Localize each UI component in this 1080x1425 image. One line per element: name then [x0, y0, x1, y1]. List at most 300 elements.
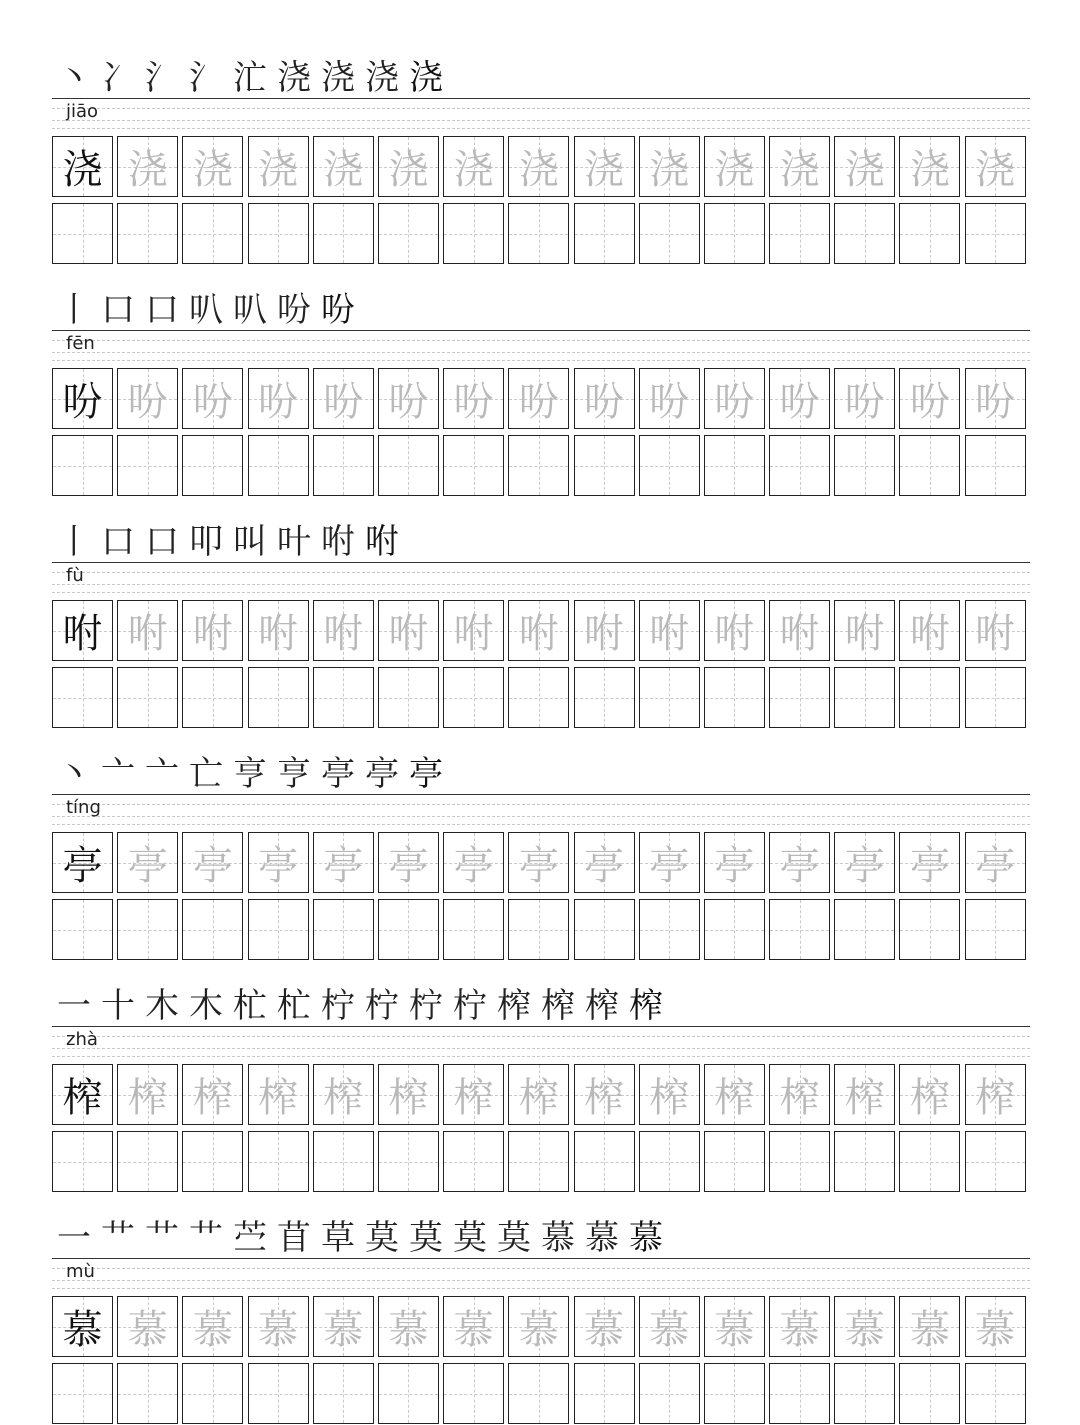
trace-character: 吩 — [975, 379, 1016, 425]
tracing-cell — [443, 832, 504, 893]
tracing-cell — [704, 1064, 765, 1125]
stroke-step: 亭 — [409, 754, 443, 794]
tracing-cell — [248, 368, 309, 429]
tracing-cell — [443, 600, 504, 661]
tracing-cell — [313, 136, 374, 197]
pinyin-top-rule — [52, 562, 1030, 563]
stroke-step: 柠 — [321, 986, 355, 1026]
blank-practice-cell[interactable] — [313, 667, 374, 728]
trace-character: 吩 — [909, 379, 950, 425]
blank-practice-cell[interactable] — [834, 667, 895, 728]
blank-practice-cell[interactable] — [378, 203, 439, 264]
blank-practice-cell[interactable] — [508, 899, 569, 960]
blank-practice-cell[interactable] — [52, 435, 113, 496]
trace-character: 榨 — [584, 1075, 624, 1121]
guide-line — [52, 1056, 1030, 1057]
tracing-cell — [508, 600, 569, 661]
blank-practice-cell[interactable] — [52, 667, 113, 728]
tracing-cell — [378, 136, 439, 197]
stroke-step: 杧 — [277, 986, 311, 1026]
tracing-cell — [443, 1064, 504, 1125]
tracing-cell — [182, 600, 243, 661]
blank-practice-cell[interactable] — [182, 435, 243, 496]
stroke-step: 艹 — [145, 1218, 179, 1258]
stroke-step: 叭 — [233, 290, 267, 330]
blank-practice-cell[interactable] — [313, 203, 374, 264]
blank-practice-cell[interactable] — [117, 1363, 178, 1424]
stroke-step: 苎 — [233, 1218, 267, 1258]
tracing-cell — [117, 600, 178, 661]
blank-practice-cell[interactable] — [639, 1131, 700, 1192]
stroke-step: 浇 — [277, 58, 311, 98]
stroke-step: 浇 — [409, 58, 443, 98]
trace-character: 榨 — [192, 1075, 233, 1121]
trace-character: 浇 — [388, 147, 429, 193]
trace-character: 亭 — [584, 843, 624, 889]
stroke-step: 榨 — [585, 986, 619, 1026]
stroke-step: 苜 — [277, 1218, 311, 1258]
blank-practice-cell[interactable] — [378, 1131, 439, 1192]
model-character: 咐 — [62, 611, 103, 657]
blank-practice-cell[interactable] — [704, 435, 765, 496]
trace-character: 吩 — [192, 379, 233, 425]
trace-character: 亭 — [909, 843, 950, 889]
blank-practice-cell[interactable] — [899, 899, 960, 960]
trace-character: 慕 — [323, 1307, 364, 1353]
blank-practice-cell[interactable] — [639, 1363, 700, 1424]
trace-character: 榨 — [714, 1075, 755, 1121]
pinyin-top-rule — [52, 330, 1030, 331]
blank-practice-cell[interactable] — [834, 899, 895, 960]
trace-character: 浇 — [975, 147, 1016, 193]
pinyin-label: tíng — [66, 797, 101, 818]
stroke-step: 汒 — [233, 58, 267, 98]
stroke-step: 艹 — [189, 1218, 223, 1258]
trace-character: 榨 — [649, 1075, 690, 1121]
stroke-step: 榨 — [497, 986, 531, 1026]
model-character: 慕 — [62, 1307, 103, 1353]
guide-line — [52, 352, 1030, 353]
blank-practice-cell[interactable] — [378, 435, 439, 496]
trace-character: 亭 — [323, 843, 364, 889]
guide-line — [52, 824, 1030, 825]
tracing-cell — [965, 1064, 1026, 1125]
stroke-step: 亠 — [101, 754, 135, 794]
tracing-cell — [639, 600, 700, 661]
trace-character: 浇 — [844, 147, 885, 193]
stroke-step: 浇 — [321, 58, 355, 98]
blank-practice-cell[interactable] — [508, 435, 569, 496]
trace-character: 咐 — [518, 611, 559, 657]
blank-practice-cell[interactable] — [704, 667, 765, 728]
tracing-cell — [899, 1296, 960, 1357]
stroke-step: 冫 — [101, 58, 135, 98]
blank-practice-cell[interactable] — [248, 1131, 309, 1192]
pinyin-top-rule — [52, 1258, 1030, 1259]
blank-practice-cell[interactable] — [574, 1131, 635, 1192]
blank-practice-cell[interactable] — [248, 203, 309, 264]
blank-practice-cell[interactable] — [52, 1363, 113, 1424]
tracing-row — [52, 600, 1030, 661]
practice-row — [52, 1363, 1030, 1424]
stroke-step: 柠 — [409, 986, 443, 1026]
tracing-cell — [965, 832, 1026, 893]
trace-character: 浇 — [323, 147, 364, 193]
blank-practice-cell[interactable] — [313, 435, 374, 496]
stroke-step: 叭 — [189, 290, 223, 330]
trace-character: 浇 — [714, 147, 755, 193]
blank-practice-cell[interactable] — [313, 1131, 374, 1192]
tracing-row — [52, 136, 1030, 197]
model-character-cell — [52, 1296, 113, 1357]
blank-practice-cell[interactable] — [378, 1363, 439, 1424]
trace-character: 浇 — [909, 147, 950, 193]
tracing-cell — [117, 1296, 178, 1357]
blank-practice-cell[interactable] — [117, 667, 178, 728]
stroke-step: 丨 — [57, 522, 91, 562]
tracing-cell — [248, 136, 309, 197]
stroke-step: 莫 — [497, 1218, 531, 1258]
trace-character: 吩 — [779, 379, 820, 425]
stroke-step: 慕 — [629, 1218, 663, 1258]
tracing-cell — [704, 600, 765, 661]
blank-practice-cell[interactable] — [834, 1363, 895, 1424]
blank-practice-cell[interactable] — [248, 435, 309, 496]
blank-practice-cell[interactable] — [443, 1131, 504, 1192]
trace-character: 慕 — [518, 1307, 559, 1353]
trace-character: 亭 — [453, 843, 494, 889]
blank-practice-cell[interactable] — [182, 1363, 243, 1424]
trace-character: 榨 — [518, 1075, 559, 1121]
pinyin-label: fù — [66, 565, 84, 586]
trace-character: 咐 — [192, 611, 233, 657]
guide-line — [52, 1280, 1030, 1281]
tracing-cell — [899, 368, 960, 429]
stroke-step: 丶 — [57, 58, 91, 98]
pinyin-label: jiāo — [66, 101, 99, 122]
blank-practice-cell[interactable] — [443, 435, 504, 496]
stroke-step: 柠 — [365, 986, 399, 1026]
tracing-cell — [182, 1064, 243, 1125]
tracing-cell — [965, 136, 1026, 197]
stroke-order-sequence — [52, 512, 404, 562]
trace-character: 榨 — [388, 1075, 429, 1121]
blank-practice-cell[interactable] — [639, 899, 700, 960]
stroke-step: 浇 — [365, 58, 399, 98]
blank-practice-cell[interactable] — [248, 899, 309, 960]
blank-practice-cell[interactable] — [834, 1131, 895, 1192]
blank-practice-cell[interactable] — [899, 1131, 960, 1192]
trace-character: 吩 — [844, 379, 885, 425]
stroke-step: 叫 — [233, 522, 267, 562]
trace-character: 慕 — [584, 1307, 624, 1353]
blank-practice-cell[interactable] — [769, 435, 830, 496]
guide-line — [52, 584, 1030, 585]
trace-character: 亭 — [779, 843, 820, 889]
tracing-cell — [378, 1296, 439, 1357]
tracing-cell — [508, 136, 569, 197]
blank-practice-cell[interactable] — [574, 1363, 635, 1424]
tracing-cell — [182, 832, 243, 893]
trace-character: 榨 — [323, 1075, 364, 1121]
trace-character: 咐 — [323, 611, 364, 657]
stroke-order-sequence — [52, 280, 360, 330]
blank-practice-cell[interactable] — [52, 1131, 113, 1192]
model-character: 榨 — [62, 1075, 103, 1121]
tracing-cell — [182, 368, 243, 429]
trace-character: 亭 — [388, 843, 429, 889]
tracing-cell — [313, 600, 374, 661]
blank-practice-cell[interactable] — [117, 203, 178, 264]
blank-practice-cell[interactable] — [574, 435, 635, 496]
blank-practice-cell[interactable] — [769, 203, 830, 264]
tracing-cell — [834, 600, 895, 661]
stroke-step: 咐 — [365, 522, 399, 562]
trace-character: 浇 — [127, 147, 168, 193]
guide-line — [52, 128, 1030, 129]
tracing-cell — [769, 600, 830, 661]
stroke-step: 氵 — [145, 58, 179, 98]
stroke-step: 亨 — [277, 754, 311, 794]
trace-character: 亭 — [975, 843, 1016, 889]
tracing-cell — [508, 368, 569, 429]
trace-character: 亭 — [192, 843, 233, 889]
blank-practice-cell[interactable] — [378, 899, 439, 960]
tracing-cell — [117, 832, 178, 893]
blank-practice-cell[interactable] — [704, 1131, 765, 1192]
blank-practice-cell[interactable] — [965, 1363, 1026, 1424]
model-character-cell — [52, 832, 113, 893]
guide-line — [52, 1268, 1030, 1269]
tracing-cell — [378, 368, 439, 429]
tracing-cell — [443, 136, 504, 197]
trace-character: 慕 — [714, 1307, 755, 1353]
stroke-step: 艹 — [101, 1218, 135, 1258]
trace-character: 慕 — [779, 1307, 820, 1353]
stroke-step: 亭 — [365, 754, 399, 794]
pinyin-top-rule — [52, 98, 1030, 99]
blank-practice-cell[interactable] — [313, 899, 374, 960]
blank-practice-cell[interactable] — [508, 667, 569, 728]
blank-practice-cell[interactable] — [639, 435, 700, 496]
tracing-cell — [899, 136, 960, 197]
model-character: 亭 — [62, 843, 103, 889]
blank-practice-cell[interactable] — [834, 203, 895, 264]
guide-line — [52, 1048, 1030, 1049]
stroke-step: 亭 — [321, 754, 355, 794]
blank-practice-cell[interactable] — [117, 899, 178, 960]
tracing-cell — [704, 368, 765, 429]
blank-practice-cell[interactable] — [508, 1363, 569, 1424]
stroke-step: 一 — [57, 1218, 91, 1258]
tracing-cell — [574, 1064, 635, 1125]
blank-practice-cell[interactable] — [965, 435, 1026, 496]
tracing-row — [52, 1064, 1030, 1125]
tracing-row — [52, 368, 1030, 429]
stroke-step: 叩 — [189, 522, 223, 562]
blank-practice-cell[interactable] — [704, 899, 765, 960]
blank-practice-cell[interactable] — [834, 435, 895, 496]
tracing-cell — [248, 1064, 309, 1125]
practice-row — [52, 899, 1030, 960]
blank-practice-cell[interactable] — [117, 1131, 178, 1192]
trace-character: 慕 — [192, 1307, 233, 1353]
trace-character: 浇 — [258, 147, 299, 193]
blank-practice-cell[interactable] — [443, 899, 504, 960]
practice-row — [52, 203, 1030, 264]
tracing-cell — [443, 1296, 504, 1357]
tracing-cell — [182, 1296, 243, 1357]
blank-practice-cell[interactable] — [443, 1363, 504, 1424]
blank-practice-cell[interactable] — [182, 1131, 243, 1192]
practice-row — [52, 667, 1030, 728]
tracing-row — [52, 832, 1030, 893]
trace-character: 亭 — [714, 843, 755, 889]
practice-row — [52, 435, 1030, 496]
blank-practice-cell[interactable] — [508, 203, 569, 264]
trace-character: 亭 — [844, 843, 885, 889]
stroke-step: 木 — [145, 986, 179, 1026]
tracing-cell — [769, 136, 830, 197]
stroke-step: 氵 — [189, 58, 223, 98]
tracing-cell — [313, 368, 374, 429]
tracing-cell — [639, 368, 700, 429]
pinyin-label: mù — [66, 1261, 95, 1282]
trace-character: 吩 — [584, 379, 624, 425]
blank-practice-cell[interactable] — [899, 667, 960, 728]
stroke-step: 口 — [101, 522, 135, 562]
stroke-order-sequence — [52, 48, 448, 98]
trace-character: 慕 — [127, 1307, 168, 1353]
tracing-cell — [899, 600, 960, 661]
trace-character: 榨 — [844, 1075, 885, 1121]
stroke-step: 榨 — [541, 986, 575, 1026]
tracing-cell — [769, 832, 830, 893]
stroke-step: 慕 — [585, 1218, 619, 1258]
blank-practice-cell[interactable] — [704, 1363, 765, 1424]
blank-practice-cell[interactable] — [965, 203, 1026, 264]
blank-practice-cell[interactable] — [704, 203, 765, 264]
tracing-cell — [899, 832, 960, 893]
blank-practice-cell[interactable] — [443, 203, 504, 264]
blank-practice-cell[interactable] — [965, 899, 1026, 960]
tracing-cell — [769, 1296, 830, 1357]
tracing-cell — [834, 1064, 895, 1125]
guide-line — [52, 360, 1030, 361]
blank-practice-cell[interactable] — [52, 203, 113, 264]
trace-character: 吩 — [127, 379, 168, 425]
tracing-cell — [834, 832, 895, 893]
trace-character: 慕 — [909, 1307, 950, 1353]
guide-line — [52, 108, 1030, 109]
tracing-cell — [639, 1296, 700, 1357]
model-character: 浇 — [62, 147, 103, 193]
trace-character: 浇 — [779, 147, 820, 193]
trace-character: 浇 — [192, 147, 233, 193]
stroke-step: 亡 — [189, 754, 223, 794]
trace-character: 咐 — [844, 611, 885, 657]
blank-practice-cell[interactable] — [248, 667, 309, 728]
blank-practice-cell[interactable] — [574, 667, 635, 728]
guide-line — [52, 592, 1030, 593]
blank-practice-cell[interactable] — [248, 1363, 309, 1424]
blank-practice-cell[interactable] — [769, 1363, 830, 1424]
tracing-cell — [574, 832, 635, 893]
blank-practice-cell[interactable] — [769, 899, 830, 960]
blank-practice-cell[interactable] — [899, 1363, 960, 1424]
tracing-cell — [574, 136, 635, 197]
blank-practice-cell[interactable] — [313, 1363, 374, 1424]
blank-practice-cell[interactable] — [182, 203, 243, 264]
blank-practice-cell[interactable] — [378, 667, 439, 728]
stroke-step: 叶 — [277, 522, 311, 562]
tracing-cell — [508, 1296, 569, 1357]
blank-practice-cell[interactable] — [965, 1131, 1026, 1192]
blank-practice-cell[interactable] — [769, 1131, 830, 1192]
practice-row — [52, 1131, 1030, 1192]
blank-practice-cell[interactable] — [899, 203, 960, 264]
tracing-cell — [117, 368, 178, 429]
pinyin-label: fēn — [66, 333, 95, 354]
stroke-step: 亨 — [233, 754, 267, 794]
tracing-cell — [378, 600, 439, 661]
pinyin-top-rule — [52, 794, 1030, 795]
blank-practice-cell[interactable] — [443, 667, 504, 728]
blank-practice-cell[interactable] — [574, 899, 635, 960]
model-character-cell — [52, 1064, 113, 1125]
blank-practice-cell[interactable] — [52, 899, 113, 960]
blank-practice-cell[interactable] — [965, 667, 1026, 728]
trace-character: 咐 — [388, 611, 429, 657]
blank-practice-cell[interactable] — [574, 203, 635, 264]
tracing-cell — [313, 832, 374, 893]
tracing-cell — [899, 1064, 960, 1125]
model-character-cell — [52, 368, 113, 429]
trace-character: 榨 — [453, 1075, 494, 1121]
blank-practice-cell[interactable] — [182, 667, 243, 728]
blank-practice-cell[interactable] — [182, 899, 243, 960]
tracing-cell — [769, 368, 830, 429]
blank-practice-cell[interactable] — [769, 667, 830, 728]
blank-practice-cell[interactable] — [117, 435, 178, 496]
blank-practice-cell[interactable] — [899, 435, 960, 496]
tracing-cell — [704, 136, 765, 197]
trace-character: 慕 — [258, 1307, 299, 1353]
trace-character: 咐 — [649, 611, 690, 657]
tracing-row — [52, 1296, 1030, 1357]
tracing-cell — [378, 1064, 439, 1125]
stroke-step: 杧 — [233, 986, 267, 1026]
trace-character: 慕 — [649, 1307, 690, 1353]
trace-character: 咐 — [779, 611, 820, 657]
trace-character: 慕 — [975, 1307, 1016, 1353]
trace-character: 吩 — [714, 379, 755, 425]
stroke-step: 丨 — [57, 290, 91, 330]
tracing-cell — [965, 368, 1026, 429]
trace-character: 慕 — [844, 1307, 885, 1353]
stroke-step: 莫 — [409, 1218, 443, 1258]
trace-character: 浇 — [518, 147, 559, 193]
blank-practice-cell[interactable] — [639, 667, 700, 728]
trace-character: 亭 — [127, 843, 168, 889]
model-character: 吩 — [62, 379, 103, 425]
guide-line — [52, 120, 1030, 121]
stroke-order-sequence — [52, 976, 668, 1026]
blank-practice-cell[interactable] — [639, 203, 700, 264]
blank-practice-cell[interactable] — [508, 1131, 569, 1192]
tracing-cell — [639, 832, 700, 893]
tracing-cell — [248, 832, 309, 893]
